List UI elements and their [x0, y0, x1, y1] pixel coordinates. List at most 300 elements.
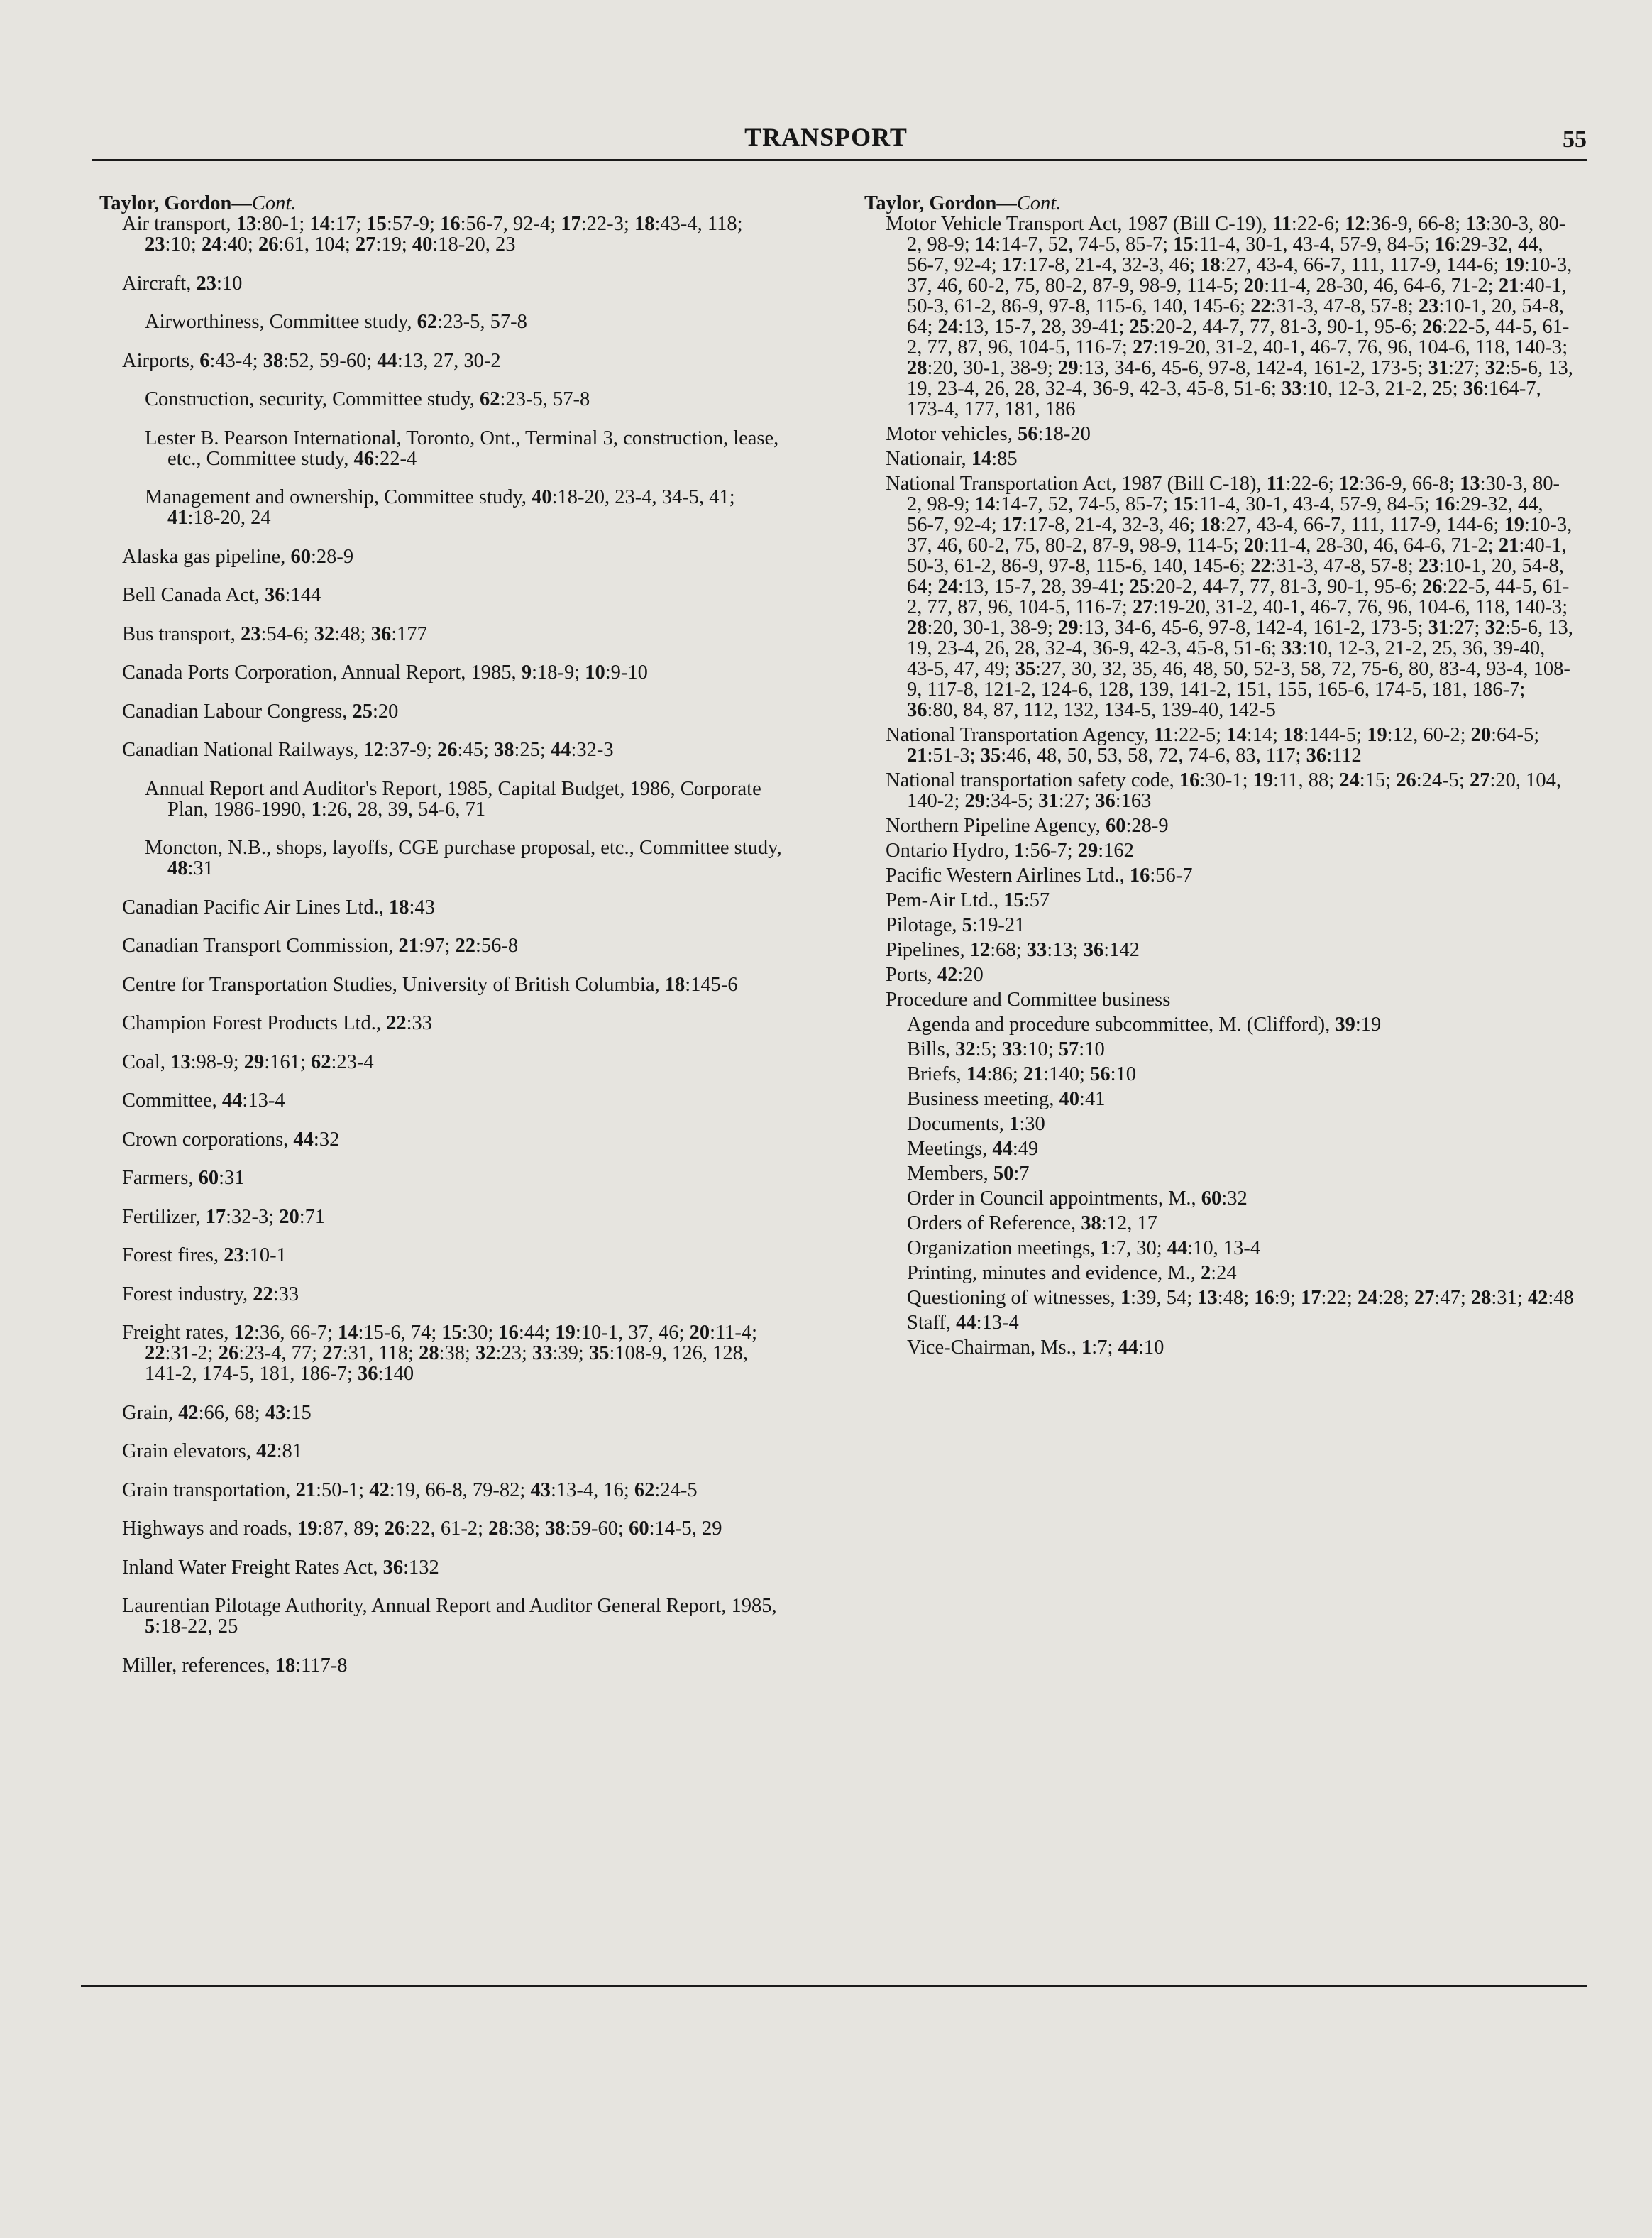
- volume-number: 14: [309, 213, 330, 235]
- volume-number: 15: [1003, 889, 1024, 911]
- volume-number: 62: [311, 1051, 331, 1073]
- entry-text: Canadian National Railways,: [122, 739, 364, 761]
- index-entry: [99, 1480, 788, 1501]
- volume-number: 12: [363, 739, 384, 761]
- volume-number: 36: [907, 699, 927, 721]
- entry-text: :132: [403, 1556, 439, 1579]
- entry-text: :36-9, 66-8;: [1359, 473, 1460, 495]
- volume-number: 29: [1057, 357, 1079, 379]
- entry-text: Grain transportation,: [122, 1479, 296, 1501]
- entry-text: Forest industry,: [122, 1283, 253, 1305]
- entry-text: :23;: [495, 1342, 532, 1364]
- entry-text: :19: [1355, 1014, 1382, 1036]
- volume-number: 29: [1077, 840, 1098, 862]
- entry-text: :36, 66-7;: [254, 1322, 338, 1344]
- entry-text: Documents,: [907, 1113, 1010, 1135]
- volume-number: 23: [1418, 555, 1439, 577]
- entry-text: :10-1, 20, 54-8, 64;: [907, 555, 1564, 598]
- volume-number: 40: [412, 234, 433, 256]
- entry-text: Order in Council appointments, M.,: [907, 1187, 1201, 1209]
- volume-number: 27: [1132, 596, 1153, 618]
- entry-text: Farmers,: [122, 1167, 199, 1189]
- volume-number: 60: [1106, 815, 1126, 837]
- volume-number: 9: [521, 662, 532, 684]
- volume-number: 60: [1201, 1187, 1222, 1209]
- entry-text: National Transportation Act, 1987 (Bill C-18),: [886, 473, 1267, 495]
- volume-number: 18: [664, 973, 685, 996]
- volume-number: 42: [256, 1440, 277, 1462]
- entry-text: :13, 15-7, 28, 39-41;: [958, 576, 1130, 598]
- entry-text: Questioning of witnesses,: [907, 1287, 1120, 1309]
- entry-text: :24: [1211, 1262, 1237, 1284]
- index-entry: [99, 1284, 788, 1305]
- volume-number: 35: [980, 745, 1001, 767]
- volume-number: 27: [355, 234, 376, 256]
- index-entry: [864, 890, 1574, 911]
- entry-text: :28;: [1377, 1287, 1414, 1309]
- index-entry: [864, 840, 1574, 861]
- entry-text: :19-21: [971, 914, 1025, 936]
- entry-text: :7, 30;: [1110, 1237, 1167, 1259]
- volume-number: 44: [377, 349, 397, 372]
- entry-text: :20, 30-1, 38-9;: [927, 357, 1058, 379]
- volume-number: 18: [388, 896, 409, 918]
- volume-number: 36: [1095, 790, 1116, 812]
- entry-text: :81: [276, 1440, 303, 1462]
- volume-number: 44: [956, 1312, 976, 1334]
- volume-number: 18: [1200, 514, 1221, 536]
- volume-number: 17: [1001, 514, 1023, 536]
- entry-text: :54-6;: [260, 622, 314, 645]
- entry-text: :28-9: [1125, 815, 1169, 837]
- index-entry: [99, 1013, 788, 1033]
- entry-text: :10-3, 37, 46, 60-2, 75, 80-2, 87-9, 98-9, 114-5;: [907, 514, 1573, 556]
- entry-text: :22, 61-2;: [404, 1518, 489, 1540]
- entry-text: :11, 88;: [1273, 769, 1340, 791]
- index-entry: [864, 915, 1574, 936]
- entry-text: Bills,: [907, 1038, 956, 1060]
- volume-number: 22: [1250, 555, 1271, 577]
- entry-text: :163: [1115, 790, 1152, 812]
- index-entry: [864, 1064, 1574, 1085]
- entry-text: :32: [313, 1128, 340, 1151]
- volume-number: 62: [634, 1479, 655, 1501]
- entry-text: :13, 15-7, 28, 39-41;: [958, 316, 1130, 338]
- index-entry: [99, 975, 788, 995]
- entry-text: :30-3, 80-2, 98-9;: [907, 213, 1566, 256]
- entry-text: Bell Canada Act,: [122, 584, 265, 606]
- index-entry: [99, 1596, 788, 1637]
- volume-number: 17: [1300, 1287, 1321, 1309]
- volume-number: 32: [955, 1038, 976, 1060]
- entry-text: :20-2, 44-7, 77, 81-3, 90-1, 95-6;: [1150, 576, 1422, 598]
- volume-number: 16: [1434, 234, 1455, 256]
- volume-number: 17: [561, 213, 581, 235]
- entry-text: Organization meetings,: [907, 1237, 1101, 1259]
- volume-number: 35: [588, 1342, 610, 1364]
- entry-text: :20: [373, 700, 399, 723]
- column-heading: [99, 193, 788, 214]
- entry-text: Crown corporations,: [122, 1128, 294, 1151]
- entry-text: Aircraft,: [122, 272, 197, 295]
- volume-number: 38: [494, 739, 514, 761]
- volume-number: 32: [1485, 357, 1506, 379]
- index-entry: [864, 1312, 1574, 1333]
- volume-number: 11: [1154, 724, 1174, 746]
- index-entry: [864, 1039, 1574, 1060]
- volume-number: 32: [1485, 617, 1506, 639]
- entry-text: Highways and roads,: [122, 1518, 297, 1540]
- volume-number: 26: [1421, 576, 1443, 598]
- entry-text: :64-5;: [1491, 724, 1540, 746]
- entry-text: :51-3;: [927, 745, 981, 767]
- volume-number: 27: [1414, 1287, 1435, 1309]
- index-entry: [99, 740, 788, 760]
- volume-number: 62: [417, 311, 438, 333]
- entry-text: :5;: [975, 1038, 1002, 1060]
- entry-text: :161;: [264, 1051, 311, 1073]
- entry-text: :11-4, 28-30, 46, 64-6, 71-2;: [1264, 275, 1499, 297]
- volume-number: 32: [314, 622, 335, 645]
- volume-number: 10: [585, 662, 605, 684]
- index-entry: [99, 273, 788, 294]
- volume-number: 42: [369, 1479, 390, 1501]
- volume-number: 1: [1081, 1337, 1092, 1359]
- volume-number: 27: [322, 1342, 343, 1364]
- entry-text: Miller, references,: [122, 1654, 275, 1677]
- entry-text: :9;: [1274, 1287, 1301, 1309]
- volume-number: 26: [218, 1342, 239, 1364]
- index-entry: [99, 779, 788, 820]
- index-entry: [864, 1139, 1574, 1159]
- entry-text: :31-2;: [165, 1342, 219, 1364]
- volume-number: 40: [532, 486, 552, 508]
- entry-text: :33: [272, 1283, 299, 1305]
- entry-text: :47;: [1434, 1287, 1471, 1309]
- volume-number: 26: [1421, 316, 1443, 338]
- volume-number: 24: [937, 576, 959, 598]
- column-heading: [864, 193, 1574, 214]
- entry-text: :10: [216, 272, 243, 295]
- volume-number: 13: [1460, 473, 1480, 495]
- index-entry: [99, 547, 788, 567]
- volume-number: 21: [907, 745, 927, 767]
- entry-text: :30: [1019, 1113, 1045, 1135]
- entry-text: Alaska gas pipeline,: [122, 545, 291, 568]
- entry-text: :7;: [1091, 1337, 1118, 1359]
- entry-text: Pilotage,: [886, 914, 962, 936]
- entry-text: :45;: [457, 739, 495, 761]
- entry-text: :7: [1013, 1163, 1030, 1185]
- entry-text: Canadian Transport Commission,: [122, 935, 399, 957]
- entry-text: Staff,: [907, 1312, 957, 1334]
- index-entry: [99, 936, 788, 956]
- entry-text: :44;: [518, 1322, 556, 1344]
- volume-number: 33: [1026, 939, 1047, 961]
- entry-text: National Transportation Agency,: [886, 724, 1155, 746]
- entry-text: :22-5, 44-5, 61-2, 77, 87, 96, 104-5, 116-7;: [907, 316, 1570, 358]
- entry-text: Nationair,: [886, 448, 971, 470]
- entry-text: Air transport,: [122, 213, 236, 235]
- entry-text: Airports,: [122, 349, 200, 372]
- volume-number: 11: [1266, 473, 1286, 495]
- entry-text: :56-7: [1150, 865, 1193, 887]
- volume-number: 60: [198, 1167, 219, 1189]
- entry-text: :41: [1079, 1088, 1106, 1110]
- volume-number: 20: [279, 1205, 299, 1228]
- index-entry: [99, 487, 788, 528]
- volume-number: 21: [1023, 1063, 1044, 1085]
- entry-text: :32: [1221, 1187, 1248, 1209]
- index-entry: [99, 1655, 788, 1676]
- entry-text: :80-1;: [256, 213, 310, 235]
- entry-text: :40-1, 50-3, 61-2, 86-9, 97-8, 115-6, 140, 145-6;: [907, 275, 1567, 317]
- entry-text: :56-8: [475, 935, 519, 957]
- index-entry: [864, 449, 1574, 469]
- volume-number: 19: [555, 1322, 576, 1344]
- index-entry: [864, 770, 1574, 811]
- entry-text: :15-6, 74;: [358, 1322, 442, 1344]
- index-entry: [864, 989, 1574, 1010]
- entry-text: :80, 84, 87, 112, 132, 134-5, 139-40, 142-5: [927, 699, 1276, 721]
- entry-text: Pem-Air Ltd.,: [886, 889, 1004, 911]
- entry-text: Forest fires,: [122, 1244, 224, 1266]
- index-entry: [864, 1263, 1574, 1283]
- entry-text: :61, 104;: [278, 234, 356, 256]
- volume-number: 16: [440, 213, 461, 235]
- volume-number: 41: [167, 507, 188, 529]
- entry-text: Pipelines,: [886, 939, 970, 961]
- entry-text: :30-3, 80-2, 98-9;: [907, 473, 1560, 515]
- entry-text: :49: [1012, 1138, 1039, 1160]
- entry-text: Pacific Western Airlines Ltd.,: [886, 865, 1130, 887]
- index-entry: [864, 1337, 1574, 1358]
- entry-text: :28-9: [310, 545, 354, 568]
- entry-text: :23-4: [331, 1051, 374, 1073]
- volume-number: 44: [1167, 1237, 1188, 1259]
- volume-number: 24: [201, 234, 222, 256]
- entry-text: :52, 59-60;: [283, 349, 378, 372]
- index-entry: [99, 312, 788, 332]
- volume-number: 36: [1306, 745, 1327, 767]
- entry-text: :5-6, 13, 19, 23-4, 26, 28, 32-4, 36-9, 42-3, 45-8, 51-6;: [907, 617, 1573, 659]
- volume-number: 11: [1272, 213, 1292, 235]
- entry-text: Agenda and procedure subcommittee, M. (Clifford),: [907, 1014, 1336, 1036]
- page-title: TRANSPORT: [744, 123, 908, 151]
- entry-text: :10, 12-3, 21-2, 25;: [1301, 378, 1463, 400]
- volume-number: 26: [384, 1518, 405, 1540]
- entry-text: :10;: [1022, 1038, 1059, 1060]
- entry-text: Briefs,: [907, 1063, 967, 1085]
- entry-text: :20, 30-1, 38-9;: [927, 617, 1058, 639]
- entry-text: Ontario Hydro,: [886, 840, 1015, 862]
- volume-number: 19: [297, 1518, 318, 1540]
- entry-text: :13, 27, 30-2: [397, 349, 501, 372]
- entry-text: Motor vehicles,: [886, 423, 1018, 445]
- index-entry: [99, 897, 788, 918]
- volume-number: 38: [545, 1518, 566, 1540]
- entry-text: :48;: [334, 622, 371, 645]
- entry-text: :23-5, 57-8: [437, 311, 527, 333]
- entry-text: Centre for Transportation Studies, University of British Columbia,: [122, 973, 665, 996]
- entry-text: :50-1;: [316, 1479, 370, 1501]
- index-entry: [864, 725, 1574, 766]
- volume-number: 22: [253, 1283, 273, 1305]
- entry-text: Canada Ports Corporation, Annual Report, 1985,: [122, 662, 522, 684]
- volume-number: 44: [550, 739, 571, 761]
- volume-number: 36: [1463, 378, 1484, 400]
- entry-text: Committee,: [122, 1090, 222, 1112]
- entry-text: Moncton, N.B., shops, layoffs, CGE purchase proposal, etc., Committee study,: [145, 837, 782, 859]
- volume-number: 1: [1120, 1287, 1131, 1309]
- index-entry: [99, 1403, 788, 1423]
- volume-number: 46: [353, 447, 375, 470]
- volume-number: 15: [1173, 493, 1194, 515]
- volume-number: 57: [1058, 1038, 1079, 1060]
- volume-number: 28: [419, 1342, 439, 1364]
- entry-text: Fertilizer,: [122, 1205, 206, 1228]
- entry-text: :37-9;: [383, 739, 438, 761]
- volume-number: 16: [1434, 493, 1455, 515]
- entry-text: :31: [219, 1167, 245, 1189]
- entry-text: :18-20, 23: [432, 234, 516, 256]
- entry-text: :10;: [165, 234, 202, 256]
- volume-number: 44: [221, 1090, 243, 1112]
- left-entry-list: [99, 214, 788, 1676]
- volume-number: 44: [1118, 1337, 1138, 1359]
- index-entry: [864, 1188, 1574, 1209]
- entry-text: Freight rates,: [122, 1322, 234, 1344]
- entry-text: :144: [285, 584, 321, 606]
- index-entry: [99, 624, 788, 644]
- right-entry-list: [864, 214, 1574, 1358]
- index-entry: [99, 1557, 788, 1578]
- volume-number: 19: [1367, 724, 1387, 746]
- volume-number: 25: [352, 700, 373, 723]
- volume-number: 12: [233, 1322, 255, 1344]
- volume-number: 20: [689, 1322, 710, 1344]
- entry-text: :5-6, 13, 19, 23-4, 26, 28, 32-4, 36-9, 42-3, 45-8, 51-6;: [907, 357, 1573, 400]
- volume-number: 13: [1197, 1287, 1218, 1309]
- entry-text: :10: [1138, 1337, 1164, 1359]
- volume-number: 16: [1129, 865, 1150, 887]
- index-entry: [864, 424, 1574, 444]
- volume-number: 22: [386, 1012, 407, 1034]
- volume-number: 21: [1498, 534, 1519, 556]
- volume-number: 42: [178, 1401, 199, 1424]
- entry-text: :38;: [508, 1518, 546, 1540]
- entry-text: Members,: [907, 1163, 993, 1185]
- volume-number: 33: [532, 1342, 553, 1364]
- entry-text: :30;: [461, 1322, 499, 1344]
- volume-number: 28: [488, 1518, 509, 1540]
- entry-text: Procedure and Committee business: [886, 989, 1171, 1011]
- entry-text: :20: [957, 964, 984, 986]
- entry-text: :17;: [329, 213, 367, 235]
- entry-text: Canadian Pacific Air Lines Ltd.,: [122, 896, 389, 918]
- volume-number: 19: [1504, 514, 1524, 536]
- entry-text: Ports,: [886, 964, 937, 986]
- entry-text: Canadian Labour Congress,: [122, 700, 353, 723]
- volume-number: 35: [1015, 658, 1036, 680]
- index-entry: [99, 389, 788, 410]
- index-entry: [99, 214, 788, 255]
- volume-number: 26: [437, 739, 458, 761]
- volume-number: 14: [974, 493, 996, 515]
- entry-text: :12, 60-2;: [1387, 724, 1471, 746]
- entry-text: :11-4, 30-1, 43-4, 57-9, 84-5;: [1193, 493, 1435, 515]
- entry-text: Annual Report and Auditor's Report, 1985, Capital Budget, 1986, Corporate Plan, 1986-1990,: [145, 777, 761, 821]
- entry-text: Construction, security, Committee study,: [145, 388, 480, 410]
- volume-number: 12: [1338, 473, 1360, 495]
- volume-number: 15: [441, 1322, 462, 1344]
- volume-number: 36: [265, 584, 285, 606]
- entry-text: :31-3, 47-8, 57-8;: [1270, 295, 1419, 317]
- entry-text: :18-20, 24: [187, 507, 271, 529]
- index-entry: [864, 1213, 1574, 1234]
- entry-text: :39, 54;: [1130, 1287, 1198, 1309]
- volume-number: 20: [1243, 275, 1265, 297]
- volume-number: 19: [1504, 254, 1524, 276]
- index-entry: [99, 1207, 788, 1227]
- volume-number: 39: [1335, 1014, 1355, 1036]
- index-entry: [99, 1052, 788, 1073]
- entry-text: :11-4, 30-1, 43-4, 57-9, 84-5;: [1193, 234, 1435, 256]
- volume-number: 31: [1428, 357, 1449, 379]
- entry-text: :22-4: [374, 447, 417, 470]
- entry-text: :10: [1079, 1038, 1105, 1060]
- entry-text: :43: [409, 896, 435, 918]
- volume-number: 38: [263, 349, 284, 372]
- volume-number: 29: [1057, 617, 1079, 639]
- entry-text: :144-5;: [1303, 724, 1367, 746]
- volume-number: 13: [236, 213, 257, 235]
- volume-number: 26: [1396, 769, 1416, 791]
- volume-number: 12: [969, 939, 991, 961]
- volume-number: 62: [480, 388, 500, 410]
- volume-number: 24: [937, 316, 959, 338]
- volume-number: 16: [498, 1322, 519, 1344]
- entry-text: :31;: [1491, 1287, 1528, 1309]
- entry-text: Lester B. Pearson International, Toronto, Ont., Terminal 3, construction, lease, etc., Committee study,: [145, 427, 779, 470]
- right-column: [864, 193, 1574, 1362]
- index-entry: [99, 1090, 788, 1111]
- entry-text: :32-3;: [226, 1205, 280, 1228]
- entry-text: :34-5;: [985, 790, 1039, 812]
- entry-text: :33: [406, 1012, 432, 1034]
- entry-text: :66, 68;: [198, 1401, 265, 1424]
- volume-number: 43: [265, 1401, 286, 1424]
- volume-number: 1: [1014, 840, 1025, 862]
- volume-number: 19: [1252, 769, 1274, 791]
- entry-text: Champion Forest Products Ltd.,: [122, 1012, 387, 1034]
- entry-text: :22-5;: [1173, 724, 1227, 746]
- entry-text: :85: [991, 448, 1018, 470]
- entry-text: :140: [378, 1363, 414, 1385]
- index-entry: [864, 1114, 1574, 1134]
- volume-number: 21: [398, 935, 419, 957]
- entry-text: Inland Water Freight Rates Act,: [122, 1556, 383, 1579]
- entry-text: :97;: [419, 935, 456, 957]
- index-entry: [864, 816, 1574, 836]
- volume-number: 42: [937, 964, 958, 986]
- entry-text: :162: [1098, 840, 1134, 862]
- entry-text: :40-1, 50-3, 61-2, 86-9, 97-8, 115-6, 140, 145-6;: [907, 534, 1567, 577]
- volume-number: 24: [1339, 769, 1360, 791]
- entry-text: :140;: [1043, 1063, 1091, 1085]
- index-entry: [99, 662, 788, 683]
- entry-text: :19;: [375, 234, 412, 256]
